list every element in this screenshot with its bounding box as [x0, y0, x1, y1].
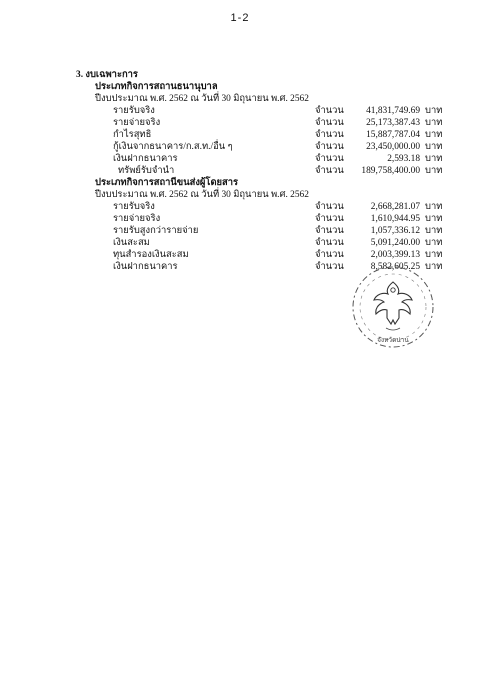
- row-label: เงินฝากธนาคาร: [113, 154, 178, 164]
- row-qty-word: จำนวน: [315, 214, 344, 224]
- row-amount: 1,610,944.95: [370, 214, 420, 224]
- row-amount: 23,450,000.00: [366, 142, 420, 152]
- unit-title: ประเภทกิจการสถานีขนส่งผู้โดยสาร: [95, 178, 239, 188]
- row-unit: บาท: [425, 262, 443, 272]
- row-amount: 2,668,281.07: [370, 202, 420, 212]
- row-unit: บาท: [425, 154, 443, 164]
- row-amount: 41,831,749.69: [366, 106, 420, 116]
- row-label: กำไรสุทธิ: [113, 130, 152, 140]
- row-unit: บาท: [425, 142, 443, 152]
- row-amount: 25,173,387.43: [366, 118, 420, 128]
- row-amount: 2,593.18: [387, 154, 420, 164]
- row-unit: บาท: [425, 106, 443, 116]
- row-label: รายรับสูงกว่ารายจ่าย: [113, 226, 199, 236]
- garuda-seal-icon: [348, 262, 438, 352]
- row-label: รายจ่ายจริง: [113, 118, 161, 128]
- row-label: ทุนสำรองเงินสะสม: [113, 250, 189, 260]
- unit-period: ปีงบประมาณ พ.ศ. 2562 ณ วันที่ 30 มิถุนายน พ.ศ. 2562: [95, 190, 309, 200]
- row-qty-word: จำนวน: [315, 166, 344, 176]
- row-amount: 1,057,336.12: [370, 226, 420, 236]
- row-label: ทรัพย์รับจำนำ: [118, 166, 175, 176]
- unit-period: ปีงบประมาณ พ.ศ. 2562 ณ วันที่ 30 มิถุนายน พ.ศ. 2562: [95, 94, 309, 104]
- row-qty-word: จำนวน: [315, 106, 344, 116]
- row-unit: บาท: [425, 166, 443, 176]
- row-unit: บาท: [425, 238, 443, 248]
- row-label: รายจ่ายจริง: [113, 214, 161, 224]
- row-qty-word: จำนวน: [315, 154, 344, 164]
- row-amount: 8,582,605.25: [370, 262, 420, 272]
- row-qty-word: จำนวน: [315, 262, 344, 272]
- row-label: รายรับจริง: [113, 202, 155, 212]
- row-qty-word: จำนวน: [315, 226, 344, 236]
- seal-text: จังหวัดน่าน: [377, 336, 409, 344]
- row-unit: บาท: [425, 202, 443, 212]
- row-unit: บาท: [425, 214, 443, 224]
- page-number: 1-2: [230, 12, 250, 24]
- row-amount: 189,758,400.00: [361, 166, 420, 176]
- row-qty-word: จำนวน: [315, 202, 344, 212]
- row-unit: บาท: [425, 226, 443, 236]
- row-label: เงินฝากธนาคาร: [113, 262, 178, 272]
- row-unit: บาท: [425, 118, 443, 128]
- row-amount: 5,091,240.00: [370, 238, 420, 248]
- row-qty-word: จำนวน: [315, 250, 344, 260]
- section-heading: 3. งบเฉพาะการ: [76, 70, 138, 80]
- row-label: เงินสะสม: [113, 238, 150, 248]
- row-amount: 2,003,399.13: [370, 250, 420, 260]
- row-unit: บาท: [425, 130, 443, 140]
- row-qty-word: จำนวน: [315, 142, 344, 152]
- row-amount: 15,887,787.04: [366, 130, 420, 140]
- unit-title: ประเภทกิจการสถานธนานุบาล: [95, 82, 218, 92]
- row-qty-word: จำนวน: [315, 130, 344, 140]
- row-qty-word: จำนวน: [315, 238, 344, 248]
- row-label: กู้เงินจากธนาคาร/ก.ส.ท./อื่น ๆ: [113, 142, 233, 152]
- row-label: รายรับจริง: [113, 106, 155, 116]
- row-qty-word: จำนวน: [315, 118, 344, 128]
- row-unit: บาท: [425, 250, 443, 260]
